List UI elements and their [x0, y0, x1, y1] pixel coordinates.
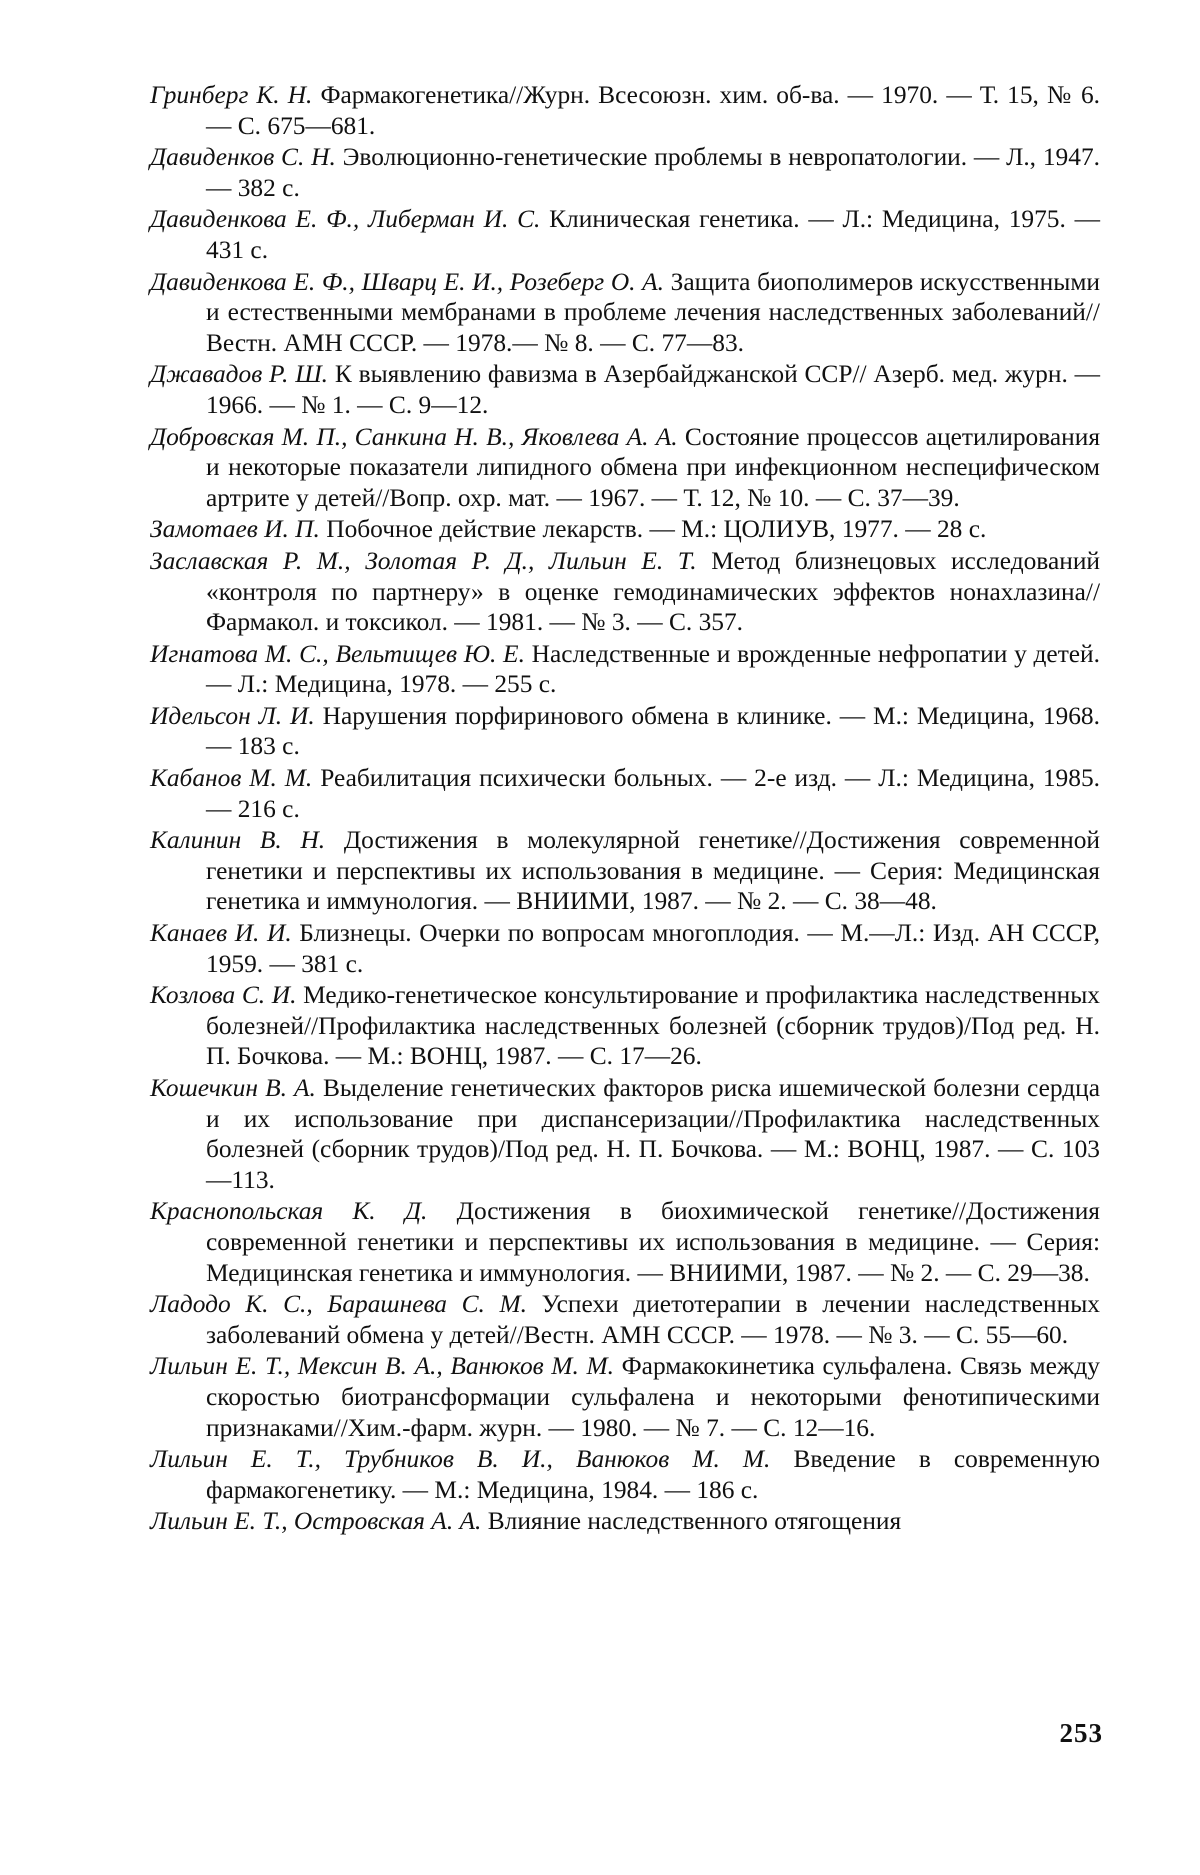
reference-entry — [150, 359, 1100, 420]
reference-entry — [150, 204, 1100, 265]
reference-text: Выделение генетических факторов риска ишемической болезни сердца и их использование при диспансеризации//Профилактика наследственных болезней (сборник трудов)/Под ред. Н. П. Бочкова. — М.: ВОНЦ, 1987. — С. 103—113. — [206, 1074, 1100, 1194]
reference-authors: Игнатова М. С., Вельтищев Ю. Е. — [150, 639, 525, 668]
reference-entry — [150, 763, 1100, 824]
reference-authors: Давиденков С. Н. — [150, 143, 336, 172]
reference-entry — [150, 918, 1100, 979]
reference-entry — [150, 514, 1100, 545]
reference-authors: Лильин Е. Т., Трубников В. И., Ванюков М. М. — [150, 1445, 771, 1474]
reference-authors: Козлова С. И. — [150, 981, 297, 1010]
reference-entry — [150, 1444, 1100, 1505]
reference-entry — [150, 701, 1100, 762]
reference-text: Метод близнецовых исследований «контроля по партнеру» в оценке гемодинамических эффектов нонахлазина//Фармакол. и токсикол. — 1981. — № 3. — С. 357. — [206, 546, 1100, 637]
reference-entry — [150, 267, 1100, 359]
reference-authors: Джавадов Р. Ш. — [150, 360, 329, 389]
reference-authors: Кабанов М. М. — [150, 764, 313, 793]
reference-text: Фармакокинетика сульфалена. Связь между скоростью биотрансформации сульфалена и некоторыми фенотипическими признаками//Хим.-фарм. журн. — 1980. — № 7. — С. 12—16. — [206, 1352, 1100, 1442]
reference-authors: Добровская М. П., Санкина Н. В., Яковлева А. А. — [150, 422, 678, 451]
reference-authors: Канаев И. И. — [150, 919, 292, 948]
reference-text: Побочное действие лекарств. — М.: ЦОЛИУВ, 1977. — 28 с. — [326, 515, 987, 544]
reference-entry — [150, 1289, 1100, 1350]
reference-authors: Давиденкова Е. Ф., Либерман И. С. — [150, 205, 541, 234]
reference-text: Влияние наследственного отягощения — [487, 1507, 902, 1536]
reference-text: Реабилитация психически больных. — 2-е изд. — Л.: Медицина, 1985. — 216 с. — [206, 764, 1100, 823]
reference-authors: Лильин Е. Т., Мексин В. А., Ванюков М. М. — [150, 1352, 614, 1381]
reference-text: Эволюционно-генетические проблемы в невропатологии. — Л., 1947. — 382 с. — [206, 143, 1100, 202]
reference-entry — [150, 1196, 1100, 1288]
reference-text: К выявлению фавизма в Азербайджанской ССР// Азерб. мед. журн. — 1966. — № 1. — С. 9—12. — [206, 360, 1101, 419]
reference-entry — [150, 80, 1100, 141]
reference-text: Достижения в молекулярной генетике//Достижения современной генетики и перспективы их использования в медицине. — Серия: Медицинская генетика и иммунология. — ВНИИМИ, 1987. — № 2. — С. 38—48. — [206, 826, 1100, 916]
reference-authors: Краснопольская К. Д. — [150, 1197, 428, 1226]
reference-entry — [150, 825, 1100, 917]
reference-authors: Кошечкин В. А. — [150, 1074, 316, 1102]
reference-text: Наследственные и врожденные нефропатии у детей. — Л.: Медицина, 1978. — 255 с. — [206, 639, 1100, 699]
reference-authors: Замотаев И. П. — [150, 515, 320, 544]
reference-entry — [150, 980, 1100, 1072]
reference-entry — [150, 546, 1100, 638]
reference-authors: Калинин В. Н. — [150, 826, 326, 855]
reference-text: Успехи диетотерапии в лечении наследственных заболеваний обмена у детей//Вестн. АМН СССР. — 1978. — № 3. — С. 55—60. — [206, 1290, 1100, 1349]
reference-authors: Гринберг К. Н. — [150, 81, 313, 109]
reference-text: Близнецы. Очерки по вопросам многоплодия. — М.—Л.: Изд. АН СССР, 1959. — 381 с. — [206, 919, 1100, 978]
page-number: 253 — [1059, 1718, 1103, 1748]
reference-entry — [150, 1351, 1100, 1443]
reference-entry — [150, 1506, 1100, 1537]
reference-text: Достижения в биохимической генетике//Достижения современной генетики и перспективы их использования в медицине. — Серия: Медицинская генетика и иммунология. — ВНИИМИ, 1987. — № 2. — С. 29—38. — [206, 1197, 1100, 1287]
reference-entry — [150, 142, 1100, 203]
reference-authors: Заславская Р. М., Золотая Р. Д., Лильин Е. Т. — [150, 546, 697, 575]
reference-list — [150, 80, 1100, 1538]
reference-text: Медико-генетическое консультирование и профилактика наследственных болезней//Профилактика наследственных болезней (сборник трудов)/Под ред. Н. П. Бочкова. — М.: ВОНЦ, 1987. — С. 17—26. — [206, 981, 1101, 1071]
reference-entry — [150, 639, 1100, 700]
reference-authors: Давиденкова Е. Ф., Шварц Е. И., Розеберг О. А. — [150, 267, 664, 296]
reference-text: Состояние процессов ацетилирования и некоторые показатели липидного обмена при инфекционном неспецифическом артрите у детей//Вопр. охр. мат. — 1967. — Т. 12, № 10. — С. 37—39. — [206, 422, 1100, 512]
reference-text: Защита биополимеров искусственными и естественными мембранами в проблеме лечения наследственных заболеваний//Вестн. АМН СССР. — 1978.— № 8. — С. 77—83. — [206, 267, 1100, 357]
reference-authors: Ладодо К. С., Барашнева С. М. — [150, 1290, 528, 1319]
reference-entry — [150, 1073, 1100, 1195]
reference-text: Фармакогенетика//Журн. Всесоюзн. хим. об-ва. — 1970. — Т. 15, № 6. — С. 675—681. — [206, 81, 1101, 140]
reference-text: Введение в современную фармакогенетику. — М.: Медицина, 1984. — 186 с. — [206, 1445, 1100, 1504]
reference-entry — [150, 422, 1100, 514]
reference-authors: Идельсон Л. И. — [150, 701, 315, 730]
reference-authors: Лильин Е. Т., Островская А. А. — [150, 1507, 482, 1536]
reference-text: Нарушения порфиринового обмена в клинике. — М.: Медицина, 1968. — 183 с. — [206, 701, 1100, 761]
reference-text: Клиническая генетика. — Л.: Медицина, 1975. — 431 с. — [206, 205, 1100, 264]
